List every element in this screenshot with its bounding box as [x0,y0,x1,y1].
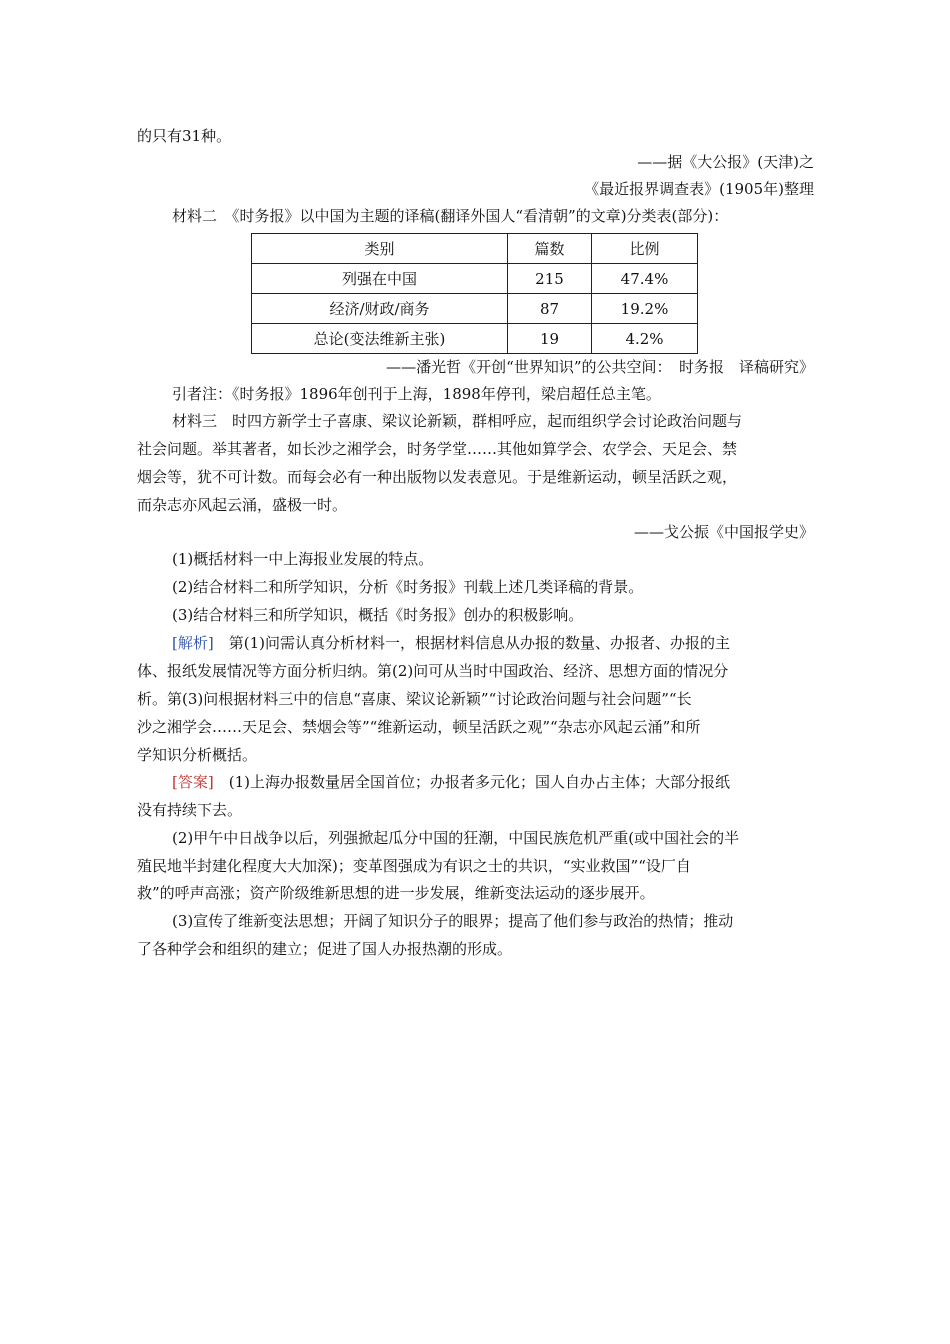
answer-line: 了各种学会和组织的建立；促进了国人办报热潮的形成。 [137,940,513,958]
table-cell: 19.2% [592,294,698,324]
analysis-line: 析。第(3)问根据材料三中的信息“喜康、梁议论新颖”“讨论政治问题与社会问题”“长 [137,690,692,708]
answer-line [172,772,730,792]
table-header: 类别 [252,234,508,264]
table-cell: 4.2% [592,324,698,354]
translation-table [251,233,698,354]
table-cell: 87 [508,294,592,324]
analysis-text: 第(1)问需认真分析材料一，根据材料信息从办报的数量、办报者、办报的主 [213,634,730,652]
analysis-line: 体、报纸发展情况等方面分析归纳。第(2)问可从当时中国政治、经济、思想方面的情况分 [137,662,729,680]
source-1a: ——据《大公报》(天津)之 [637,153,814,171]
answer-line: (2)甲午中日战争以后，列强掀起瓜分中国的狂潮，中国民族危机严重(或中国社会的半 [172,829,740,847]
answer-line: 没有持续下去。 [137,801,243,819]
table-cell: 47.4% [592,264,698,294]
material-2-heading: 材料二 《时务报》以中国为主题的译稿(翻译外国人“看清朝”的文章)分类表(部分)： [172,207,729,225]
answer-tag: [答案] [172,773,214,791]
table-row [252,264,698,294]
editor-note: 引者注：《时务报》1896年创刊于上海，1898年停刊，梁启超任总主笔。 [172,385,661,403]
table-cell: 经济/财政/商务 [252,294,508,324]
material-3-line: 而杂志亦风起云涌，盛极一时。 [137,496,348,514]
answer-line: (3)宣传了维新变法思想；开阔了知识分子的眼界；提高了他们参与政治的热情；推动 [172,912,734,930]
material-3-line: 烟会等，犹不可计数。而每会必有一种出版物以发表意见。于是维新运动，顿呈活跃之观， [137,468,738,486]
table-header-row [252,234,698,264]
table-header: 篇数 [508,234,592,264]
analysis-tag: [解析] [172,634,214,652]
source-1b: 《最近报界调查表》(1905年)整理 [584,180,814,198]
table-cell: 列强在中国 [252,264,508,294]
question-2: (2)结合材料二和所学知识，分析《时务报》刊载上述几类译稿的背景。 [172,578,644,596]
table-cell: 19 [508,324,592,354]
source-2: ——潘光哲《开创“世界知识”的公共空间： 时务报 译稿研究》 [386,358,814,376]
table-row [252,324,698,354]
table-row [252,294,698,324]
question-3: (3)结合材料三和所学知识，概括《时务报》创办的积极影响。 [172,606,584,624]
analysis-line [172,633,730,653]
answer-line: 救”的呼声高涨；资产阶级维新思想的进一步发展，维新变法运动的逐步展开。 [137,884,655,902]
analysis-line: 沙之湘学会……天足会、禁烟会等”“维新运动，顿呈活跃之观”“杂志亦风起云涌”和所 [137,718,701,736]
answer-text: (1)上海办报数量居全国首位；办报者多元化；国人自办占主体；大部分报纸 [213,773,730,791]
source-3: ——戈公振《中国报学史》 [633,523,814,541]
answer-line: 殖民地半封建化程度大大加深)；变革图强成为有识之士的共识，“实业救国”“设厂自 [137,857,691,875]
material-3-line: 材料三 时四方新学士子喜康、梁议论新颖，群相呼应，起而组织学会讨论政治问题与 [172,412,743,430]
table-cell: 215 [508,264,592,294]
text-l1: 的只有31种。 [137,127,232,145]
table-cell: 总论(变法维新主张) [252,324,508,354]
material-3-line: 社会问题。举其著者，如长沙之湘学会，时务学堂……其他如算学会、农学会、天足会、禁 [137,440,738,458]
table-header: 比例 [592,234,698,264]
analysis-line: 学知识分析概括。 [137,746,258,764]
question-1: (1)概括材料一中上海报业发展的特点。 [172,550,434,568]
